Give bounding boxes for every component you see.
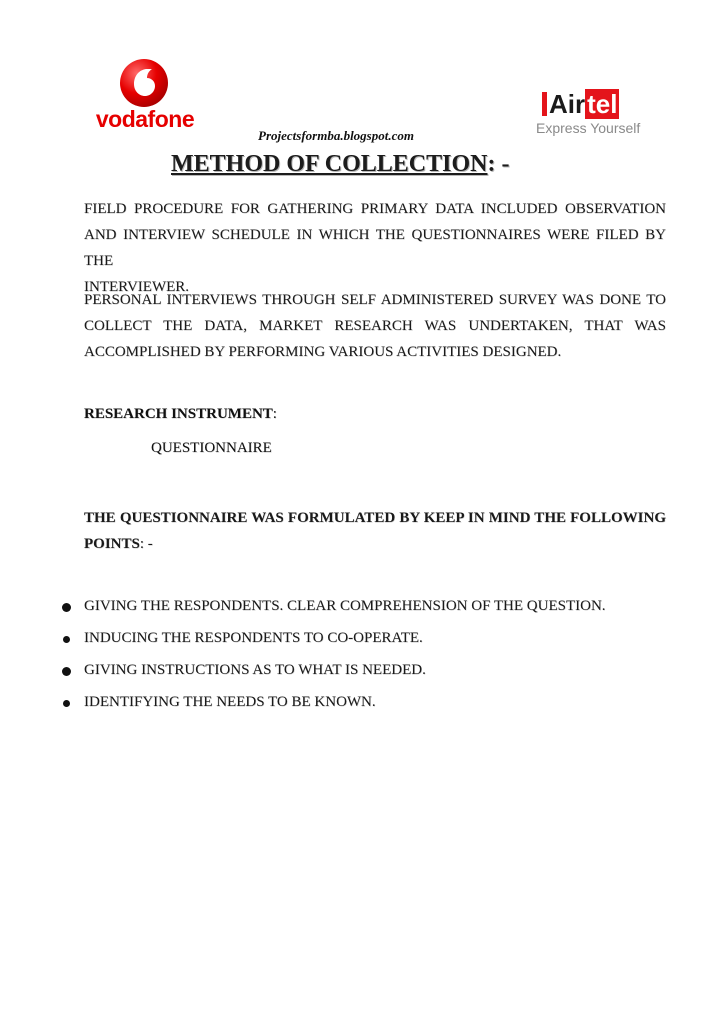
list-item-text: INDUCING THE RESPONDENTS TO CO-OPERATE.: [84, 630, 423, 646]
points-label-suffix: : -: [139, 536, 153, 552]
points-label: POINTS: [84, 536, 140, 552]
paragraph-field-procedure: [84, 196, 666, 300]
bullet-icon: [63, 700, 70, 707]
airtel-word-part1: Air: [549, 89, 586, 119]
list-item-text: GIVING THE RESPONDENTS. CLEAR COMPREHENSION OF THE QUESTION.: [84, 598, 606, 614]
research-instrument-colon: :: [272, 406, 277, 422]
vodafone-wordmark: vodafone: [95, 106, 195, 132]
vodafone-logo: [90, 58, 200, 133]
questionnaire-intro: [84, 505, 666, 557]
vodafone-speechmark-icon: [119, 58, 169, 108]
paragraph-line: INTERVIEWER.: [84, 279, 190, 295]
airtel-tagline: Express Yourself: [536, 120, 641, 136]
paragraph-line: PERSONAL INTERVIEWS THROUGH SELF ADMINISTERED SURVEY WAS DONE TO: [84, 292, 666, 308]
page-title: [171, 151, 509, 178]
bullet-icon: [62, 667, 71, 676]
page-title-suffix: : -: [487, 151, 510, 177]
bullet-icon: [62, 603, 71, 612]
research-instrument-value: QUESTIONNAIRE: [151, 440, 272, 456]
site-url: Projectsformba.blogspot.com: [258, 128, 414, 143]
questionnaire-intro-line: [84, 531, 666, 557]
airtel-wordmark: [542, 90, 619, 118]
list-item-text: IDENTIFYING THE NEEDS TO BE KNOWN.: [84, 694, 376, 710]
airtel-logo: [536, 90, 648, 142]
research-instrument-label: [84, 406, 277, 423]
bullet-icon: [63, 636, 70, 643]
questionnaire-intro-line: THE QUESTIONNAIRE WAS FORMULATED BY KEEP IN MIND THE FOLLOWING: [84, 510, 666, 526]
page-title-text: METHOD OF COLLECTION: [171, 151, 488, 177]
airtel-word-part2: tel: [587, 89, 618, 119]
paragraph-line: ACCOMPLISHED BY PERFORMING VARIOUS ACTIVITIES DESIGNED.: [84, 344, 562, 360]
research-instrument-heading: RESEARCH INSTRUMENT: [84, 406, 273, 422]
paragraph-line: AND INTERVIEW SCHEDULE IN WHICH THE QUESTIONNAIRES WERE FILED BY THE: [84, 227, 666, 269]
paragraph-line: COLLECT THE DATA, MARKET RESEARCH WAS UNDERTAKEN, THAT WAS: [84, 318, 666, 334]
paragraph-line: FIELD PROCEDURE FOR GATHERING PRIMARY DATA INCLUDED OBSERVATION: [84, 201, 666, 217]
airtel-bar-icon: [542, 92, 547, 116]
paragraph-personal-interviews: [84, 287, 666, 365]
list-item-text: GIVING INSTRUCTIONS AS TO WHAT IS NEEDED.: [84, 662, 426, 678]
